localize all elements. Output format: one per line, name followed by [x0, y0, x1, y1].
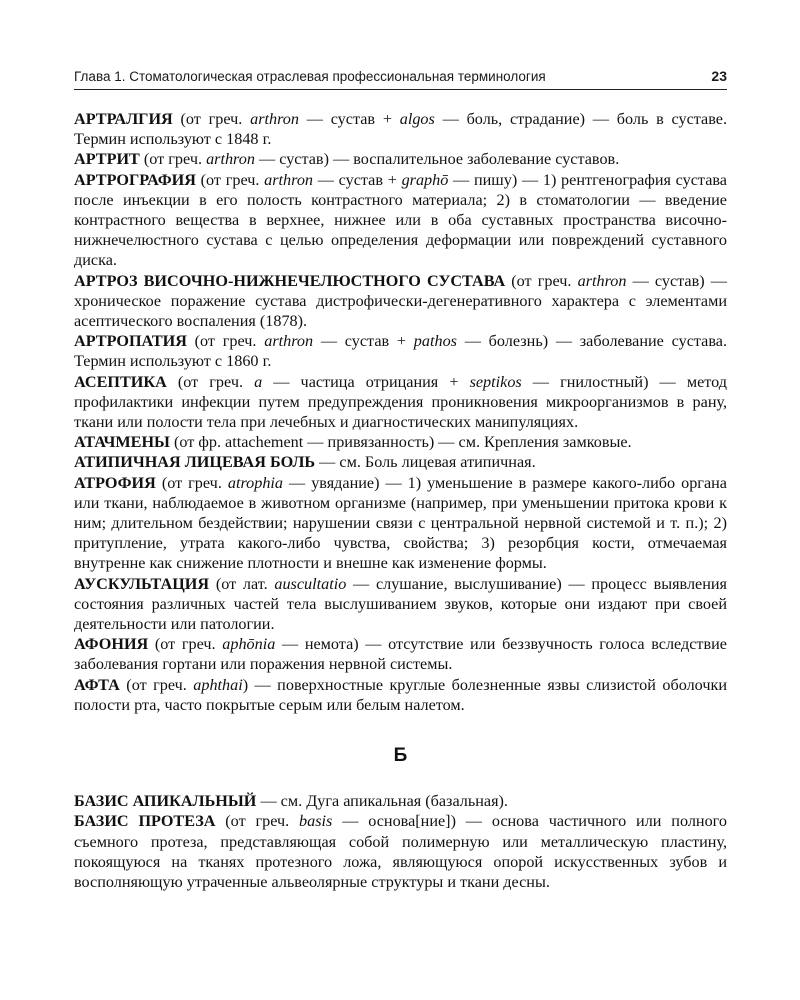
- glossary-entry: АУСКУЛЬТАЦИЯ (от лат. auscultatio — слушание, выслушивание) — процесс выявления состояния различных частей тела выслушиванием звуков, которые они издают при своей деятельности или патологии.: [74, 574, 728, 634]
- section-a: [74, 109, 727, 715]
- glossary-entry: АФТА (от греч. aphthai) — поверхностные круглые болезненные язвы слизистой оболочки полости рта, часто покрытые серым или белым налетом.: [74, 675, 727, 714]
- etymology-word: auscultatio: [274, 574, 347, 593]
- entry-term: АРТРИТ: [74, 150, 140, 169]
- glossary-entry: АФОНИЯ (от греч. aphōnia — немота) — отсутствие или беззвучность голоса вследствие заболевания гортани или поражения нервной системы.: [74, 635, 727, 674]
- entry-term: АРТРОЗ ВИСОЧНО-НИЖНЕЧЕЛЮСТНОГО СУСТАВА: [74, 271, 506, 290]
- etymology-word: pathos: [413, 332, 457, 351]
- etymology-word: arthron: [250, 110, 299, 128]
- entry-term: АУСКУЛЬТАЦИЯ: [74, 574, 210, 593]
- etymology-word: arthron: [206, 150, 255, 169]
- etymology-word: arthron: [577, 271, 627, 290]
- chapter-title: Глава 1. Стоматологическая отраслевая профессиональная терминология: [74, 69, 546, 84]
- glossary-body: [74, 109, 727, 892]
- entry-term: АТИПИЧНАЯ ЛИЦЕВАЯ БОЛЬ: [74, 453, 316, 472]
- section-letter-heading: Б: [393, 745, 408, 767]
- running-header: [74, 68, 727, 90]
- glossary-entry: АСЕПТИКА (от греч. a — частица отрицания + septikos — гнилостный) — метод профилактики инфекции путем предупреждения проникновения микроорганизмов в рану, ткани или полости тела при лечебных и диагностических манипуляциях.: [74, 372, 727, 432]
- etymology-word: atrophia: [227, 473, 284, 492]
- entry-term: БАЗИС ПРОТЕЗА: [74, 812, 216, 831]
- entry-term: АФТА: [74, 675, 120, 694]
- etymology-word: arthron: [264, 170, 314, 189]
- entry-term: АСЕПТИКА: [74, 372, 167, 391]
- etymology-word: a: [254, 372, 263, 391]
- glossary-entry: АТРОФИЯ (от греч. atrophia — увядание) — 1) уменьшение в размере какого-либо органа или ткани, наблюдаемое в животном организме (например, при уменьшении притока крови к ним; длительном бездействии; нарушении связи с центральной нервной системой и т. п.); 2) притупление, утрата какого-либо чувства, свойства; 3) резорбция кости, отмечаемая внутренне как снижение плотности и внешне как изменение формы.: [74, 473, 727, 573]
- entry-term: АТАЧМЕНЫ: [74, 433, 170, 452]
- glossary-entry: АТИПИЧНАЯ ЛИЦЕВАЯ БОЛЬ — см. Боль лицевая атипичная.: [74, 453, 536, 472]
- etymology-word: graphō: [401, 170, 449, 189]
- etymology-word: algos: [399, 110, 435, 128]
- etymology-word: aphthai: [193, 675, 243, 694]
- etymology-word: basis: [299, 812, 333, 831]
- entry-term: АФОНИЯ: [74, 635, 149, 654]
- glossary-entry: АРТРАЛГИЯ (от греч. arthron — сустав + algos — боль, страдание) — боль в суставе. Термин используют с 1848 г.: [74, 110, 728, 149]
- glossary-entry: БАЗИС АПИКАЛЬНЫЙ — см. Дуга апикальная (базальная).: [74, 792, 508, 811]
- etymology-word: aphōnia: [222, 635, 276, 654]
- glossary-entry: АРТРОГРАФИЯ (от греч. arthron — сустав + graphō — пишу) — 1) рентгенография сустава после инъекции в его полость контрастного материала; 2) в стоматологии — введение контрастного вещества в верхнее, нижнее или в оба суставных пространства височно-нижнечелюстного сустава с целью определения деформации или повреждений суставного диска.: [74, 170, 727, 270]
- section-b: [74, 791, 727, 892]
- page: [74, 68, 727, 892]
- entry-term: АРТРОПАТИЯ: [74, 332, 187, 351]
- entry-term: АРТРАЛГИЯ: [74, 110, 173, 128]
- entry-term: АТРОФИЯ: [74, 473, 156, 492]
- glossary-entry: АРТРОЗ ВИСОЧНО-НИЖНЕЧЕЛЮСТНОГО СУСТАВА (от греч. arthron — сустав) — хроническое поражение сустава дистрофически-дегенеративного характера с элементами асептического воспаления (1878).: [74, 271, 727, 331]
- entry-term: БАЗИС АПИКАЛЬНЫЙ: [74, 792, 257, 811]
- page-number: 23: [711, 68, 727, 84]
- glossary-entry: АТАЧМЕНЫ (от фр. attachement — привязанность) — см. Крепления замковые.: [74, 433, 632, 452]
- glossary-entry: АРТРИТ (от греч. arthron — сустав) — воспалительное заболевание суставов.: [74, 150, 620, 169]
- glossary-entry: АРТРОПАТИЯ (от греч. arthron — сустав + pathos — болезнь) — заболевание сустава. Термин используют с 1860 г.: [74, 332, 727, 371]
- etymology-word: arthron: [264, 332, 314, 351]
- etymology-word: septikos: [469, 372, 522, 391]
- entry-term: АРТРОГРАФИЯ: [74, 170, 196, 189]
- glossary-entry: БАЗИС ПРОТЕЗА (от греч. basis — основа[ние]) — основа частичного или полного съемного протеза, представляющая собой полимерную или металлическую пластину, покоящуюся на тканях протезного ложа, являющуюся опорой искусственных зубов и восполняющую утраченные альвеолярные структуры и ткани десны.: [74, 812, 727, 891]
